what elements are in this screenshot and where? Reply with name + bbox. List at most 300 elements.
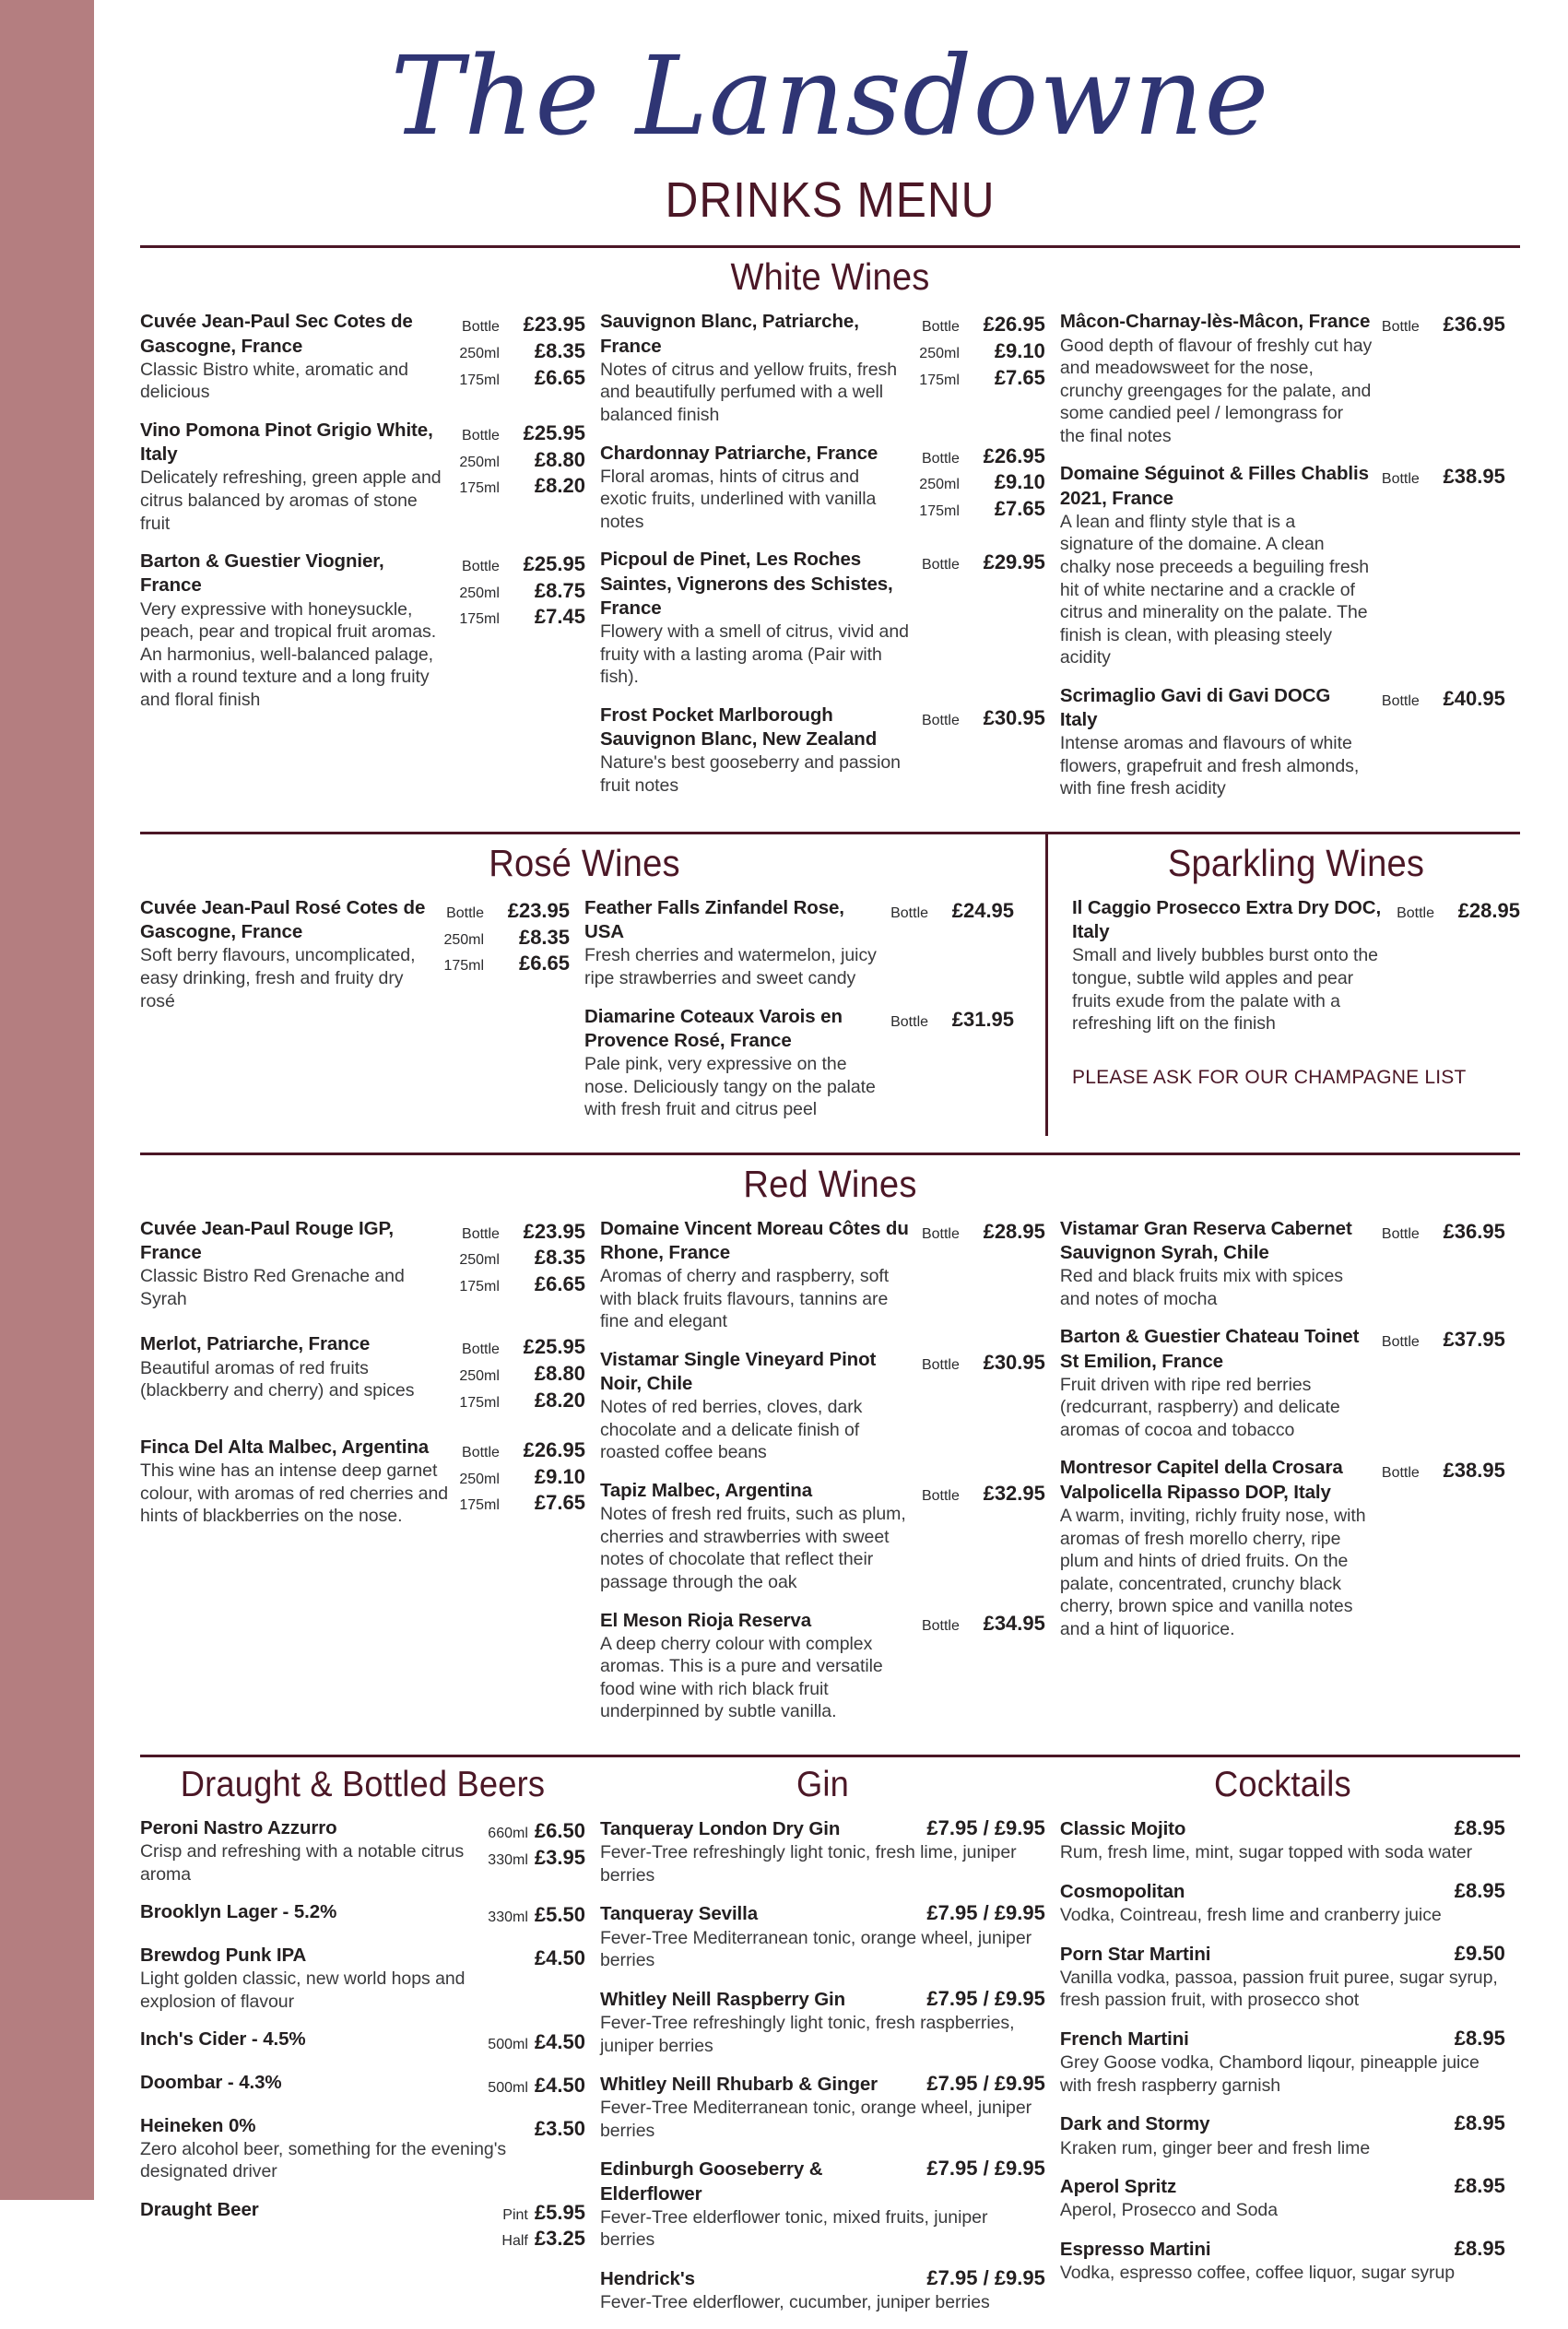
item-name: Tapiz Malbec, Argentina (599, 1480, 813, 1502)
menu-item (600, 2072, 1045, 2142)
item-desc: Crisp and refreshing with a notable citrus aroma (140, 1841, 465, 1885)
price-label: Bottle (462, 319, 500, 336)
price-label: Bottle (921, 557, 960, 573)
price-value: £4.50 (534, 2073, 585, 2097)
price-label: Bottle (446, 904, 485, 921)
item-desc: Fever-Tree Mediterranean tonic, orange wheel, juniper berries (599, 1927, 1032, 1971)
item-desc: Kraken rum, ginger beer and fresh lime (1059, 2137, 1371, 2158)
menu-item (600, 310, 1045, 426)
price-value: £30.95 (983, 1350, 1045, 1374)
item-prices (488, 2071, 585, 2099)
item-prices (1382, 1217, 1505, 1246)
section-header-beers: Draught & Bottled Beers (180, 1765, 546, 1804)
price-value: £7.95 / £9.95 (926, 1901, 1045, 1925)
section-header-white-wines: White Wines (730, 255, 930, 299)
item-desc: Small and lively bubbles burst onto the tongue, subtle wild apples and pear fruits exude from the palate with a refreshing lift on the finish (1072, 945, 1378, 1034)
item-prices (1382, 462, 1505, 491)
price-value: £8.20 (534, 1388, 585, 1412)
price-label: Bottle (462, 1225, 500, 1242)
menu-item (1060, 684, 1505, 800)
menu-item (1060, 1217, 1505, 1311)
champagne-list-note: PLEASE ASK FOR OUR CHAMPAGNE LIST (1072, 1066, 1467, 1088)
price-value: £8.95 (1454, 1816, 1505, 1839)
price-value: £7.65 (994, 365, 1045, 389)
price-value: £26.95 (983, 443, 1045, 467)
item-name: Tanqueray London Dry Gin (599, 1818, 841, 1839)
brand-title: The Lansdowne (390, 32, 1270, 160)
item-desc: Flowery with a smell of citrus, vivid and fruity with a lasting aroma (Pair with fish). (599, 621, 909, 688)
menu-item (600, 1901, 1045, 1971)
price-value: £40.95 (1443, 686, 1505, 710)
item-name: Heineken 0% (140, 2114, 256, 2136)
menu-content (94, 0, 1568, 2313)
item-name: Cuvée Jean-Paul Sec Cotes de Gascogne, France (140, 311, 413, 357)
item-name: Cuvée Jean-Paul Rouge IGP, France (140, 1217, 395, 1263)
price-value: £4.50 (534, 2030, 585, 2054)
item-name: Vistamar Single Vineyard Pinot Noir, Chile (599, 1348, 877, 1395)
item-prices (919, 442, 1045, 523)
menu-item (140, 2028, 585, 2056)
item-desc: Notes of fresh red fruits, such as plum, cherries and strawberries with sweet notes of chocolate that reflect their passage through the oak (599, 1504, 906, 1592)
item-prices (922, 1217, 1045, 1246)
menu-item (140, 310, 585, 404)
item-desc: Notes of red berries, cloves, dark chocolate and a delicate finish of roasted coffee beans (599, 1397, 863, 1463)
bottom-sections (140, 1757, 1520, 2329)
price-value: £8.80 (534, 447, 585, 471)
price-value: £28.95 (1457, 898, 1520, 922)
price-value: £8.95 (1454, 2111, 1505, 2135)
menu-item (600, 442, 1045, 534)
item-prices (1382, 684, 1505, 713)
price-label: 250ml (459, 1367, 500, 1384)
item-name: Classic Mojito (1059, 1818, 1186, 1839)
item-name: Finca Del Alta Malbec, Argentina (140, 1436, 430, 1459)
section-header-sparkling-wines: Sparkling Wines (1167, 841, 1425, 884)
price-label: 500ml (488, 2037, 528, 2053)
price-value: £7.95 / £9.95 (926, 2157, 1045, 2181)
item-prices (1382, 1456, 1505, 1484)
price-value: £6.65 (518, 952, 571, 975)
price-value: £30.95 (983, 705, 1045, 729)
rose-wines-column-1 (140, 896, 584, 1027)
price-value: £38.95 (1443, 1459, 1505, 1483)
rose-wines-column-2 (584, 896, 1029, 1136)
item-prices (919, 310, 1045, 391)
price-label: Bottle (921, 1488, 960, 1505)
item-desc: A deep cherry colour with complex aromas. This is a pure and versatile food wine with rich black fruit underpinned by subtle vanilla. (599, 1633, 883, 1722)
item-desc: A lean and flinty style that is a signature of the domaine. A clean chalky nose preceeds a beguiling fresh hit of white nectarine and a crackle of citrus and minerality on the palate. The finish is clean, with pleasing steely acidity (1059, 511, 1370, 668)
menu-item (140, 1217, 585, 1311)
price-label: Bottle (921, 1617, 960, 1634)
price-value: £8.75 (534, 578, 585, 602)
item-name: Brooklyn Lager - 5.2% (140, 1901, 337, 1923)
item-name: Espresso Martini (1059, 2238, 1211, 2260)
item-prices (890, 1005, 1014, 1034)
price-label: 250ml (919, 345, 960, 361)
price-value: £8.35 (534, 1246, 585, 1270)
menu-item (600, 1348, 1045, 1464)
price-value: £25.95 (523, 552, 585, 576)
price-label: Half (501, 2233, 528, 2250)
price-label: 175ml (459, 1497, 500, 1514)
price-value: £25.95 (523, 420, 585, 444)
item-desc: Classic Bistro white, aromatic and delicious (140, 359, 408, 403)
price-value: £7.65 (994, 496, 1045, 520)
price-label: Bottle (1397, 904, 1434, 921)
menu-item (600, 1479, 1045, 1593)
item-prices (1382, 1325, 1505, 1354)
item-desc: Fruit driven with ripe red berries (redcurrant, raspberry) and delicate aromas of cocoa and tobacco (1059, 1374, 1340, 1440)
menu-item (1060, 2111, 1505, 2159)
price-label: Bottle (462, 559, 500, 575)
menu-item (1060, 2237, 1505, 2285)
menu-item (140, 1332, 585, 1413)
item-name: Domaine Séguinot & Filles Chablis 2021, France (1059, 463, 1369, 509)
menu-item (1060, 1816, 1505, 1864)
price-value: £37.95 (1443, 1328, 1505, 1352)
item-desc: Classic Bistro Red Grenache and Syrah (140, 1266, 405, 1309)
price-label: 660ml (488, 1826, 528, 1841)
price-value: £26.95 (983, 313, 1045, 337)
item-desc: Fever-Tree elderflower, cucumber, juniper berries (599, 2292, 990, 2313)
decorative-edge-bar (0, 0, 94, 2200)
price-value: £23.95 (507, 898, 571, 922)
item-desc: Fever-Tree Mediterranean tonic, orange wheel, juniper berries (599, 2098, 1032, 2141)
item-name: Cuvée Jean-Paul Rosé Cotes de Gascogne, France (140, 896, 426, 943)
item-prices (922, 1479, 1045, 1507)
cocktails-block (1060, 1757, 1520, 2299)
menu-item (140, 1816, 585, 1886)
item-name: Feather Falls Zinfandel Rose, USA (584, 896, 844, 943)
item-name: Inch's Cider - 4.5% (140, 2028, 306, 2051)
menu-item (600, 1987, 1045, 2057)
menu-item (140, 550, 585, 711)
price-label: 250ml (459, 454, 500, 470)
price-value: £7.95 / £9.95 (926, 2072, 1045, 2096)
price-label: Bottle (1381, 1334, 1420, 1351)
sparkling-wines-block (1045, 834, 1520, 1136)
item-prices (528, 1944, 585, 1972)
price-value: £6.65 (534, 365, 585, 389)
menu-item (600, 1609, 1045, 1723)
price-label: Bottle (890, 904, 929, 921)
item-name: El Meson Rioja Reserva (599, 1609, 812, 1631)
menu-item (600, 1217, 1045, 1333)
menu-item (584, 896, 1014, 990)
item-desc: Rum, fresh lime, mint, sugar topped with soda water (1059, 1842, 1473, 1863)
item-desc: Floral aromas, hints of citrus and exotic fruits, underlined with vanilla notes (599, 466, 877, 532)
price-value: £6.65 (534, 1271, 585, 1295)
item-name: Whitley Neill Rhubarb & Ginger (599, 2074, 878, 2096)
price-label: Bottle (921, 1356, 960, 1373)
price-label: Bottle (1381, 471, 1420, 488)
item-name: Draught Beer (140, 2198, 259, 2220)
item-name: Brewdog Punk IPA (140, 1944, 307, 1966)
menu-item (1060, 1456, 1505, 1640)
price-value: £5.50 (534, 1903, 585, 1927)
item-prices (459, 419, 585, 500)
price-label: 175ml (919, 502, 960, 519)
item-desc: This wine has an intense deep garnet colour, with aromas of red cherries and hints of blackberries on the nose. (140, 1460, 449, 1527)
red-wines-column-2 (600, 1217, 1060, 1738)
menu-item (140, 419, 585, 535)
item-desc: Beautiful aromas of red fruits (blackberry and cherry) and spices (140, 1357, 415, 1401)
item-desc: Vodka, espresso coffee, coffee liquor, sugar syrup (1059, 2263, 1456, 2284)
price-label: 250ml (459, 345, 500, 361)
price-value: £9.10 (534, 1464, 585, 1488)
price-value: £8.35 (518, 925, 571, 949)
item-name: Hendrick's (599, 2268, 695, 2290)
item-desc: Fever-Tree refreshingly light tonic, fresh lime, juniper berries (599, 1842, 1017, 1886)
price-label: Bottle (1381, 1465, 1420, 1482)
price-value: £23.95 (523, 313, 585, 337)
item-name: Barton & Guestier Viognier, France (140, 550, 384, 597)
price-value: £29.95 (983, 550, 1045, 574)
price-value: £7.95 / £9.95 (926, 2266, 1045, 2290)
price-label: Bottle (921, 1225, 960, 1242)
item-name: Picpoul de Pinet, Les Roches Saintes, Vignerons des Schistes, France (599, 549, 893, 619)
price-value: £38.95 (1443, 465, 1505, 489)
item-prices (922, 703, 1045, 732)
item-name: Scrimaglio Gavi di Gavi DOCG Italy (1059, 684, 1331, 731)
item-desc: A warm, inviting, richly fruity nose, with aromas of fresh morello cherry, ripe plum and hints of dried fruits. On the palate, concentrated, crunchy black cherry, brown spice and vanilla notes and a hint of liquorice. (1059, 1505, 1366, 1639)
price-label: 250ml (919, 477, 960, 493)
price-value: £32.95 (983, 1482, 1045, 1506)
price-label: 250ml (459, 1252, 500, 1269)
price-value: £6.50 (534, 1819, 585, 1842)
item-name: Porn Star Martini (1059, 1943, 1211, 1965)
menu-item (1060, 310, 1505, 447)
price-value: £8.95 (1454, 2174, 1505, 2198)
item-prices (922, 548, 1045, 576)
item-prices (459, 1436, 585, 1517)
white-wines-columns (140, 310, 1520, 815)
price-value: £8.95 (1454, 1878, 1505, 1902)
menu-item (1060, 2174, 1505, 2222)
masthead (140, 0, 1520, 229)
item-name: Merlot, Patriarche, France (140, 1333, 371, 1355)
rose-wines-columns (140, 896, 1029, 1136)
price-label: Bottle (462, 1342, 500, 1358)
item-name: Whitley Neill Raspberry Gin (599, 1988, 846, 2010)
item-desc: Pale pink, very expressive on the nose. Deliciously tangy on the palate with fresh fruit and citrus peel (584, 1054, 876, 1120)
price-value: £3.50 (534, 2116, 585, 2140)
price-label: 175ml (443, 958, 485, 975)
item-desc: Delicately refreshing, green apple and citrus balanced by aromas of stone fruit (140, 467, 442, 534)
item-desc: Red and black fruits mix with spices and notes of mocha (1059, 1266, 1343, 1309)
price-value: £3.25 (534, 2227, 585, 2251)
red-wines-column-1 (140, 1217, 600, 1543)
gin-block (600, 1757, 1060, 2329)
menu-item (140, 896, 570, 1012)
item-prices (459, 550, 585, 631)
price-label: Bottle (1381, 319, 1420, 336)
item-desc: Fresh cherries and watermelon, juicy ripe strawberries and sweet candy (584, 945, 877, 988)
item-desc: Vodka, Cointreau, fresh lime and cranberry juice (1059, 1905, 1442, 1926)
menu-item (1060, 1942, 1505, 2012)
item-prices (459, 1332, 585, 1413)
item-name: Aperol Spritz (1059, 2176, 1177, 2198)
price-value: £24.95 (951, 898, 1015, 922)
item-desc: Soft berry flavours, uncomplicated, easy drinking, fresh and fruity dry rosé (140, 945, 416, 1011)
item-name: Il Caggio Prosecco Extra Dry DOC, Italy (1072, 896, 1382, 943)
price-label: 330ml (488, 1909, 528, 1926)
item-prices (922, 1609, 1045, 1637)
item-desc: Grey Goose vodka, Chambord liqour, pineapple juice with fresh raspberry garnish (1059, 2052, 1480, 2096)
item-name: French Martini (1059, 2028, 1189, 2050)
price-value: £7.65 (534, 1491, 585, 1515)
price-label: 175ml (459, 1278, 500, 1295)
item-name: Tanqueray Sevilla (599, 1903, 759, 1925)
menu-item (140, 2198, 585, 2252)
menu-item (600, 548, 1045, 688)
item-name: Edinburgh Gooseberry & Elderflower (599, 2158, 823, 2205)
item-desc: Zero alcohol beer, something for the evening's designated driver (140, 2138, 507, 2182)
price-label: 250ml (459, 585, 500, 601)
item-prices (488, 1816, 585, 1871)
menu-item (600, 1816, 1045, 1886)
red-wines-columns (140, 1217, 1520, 1738)
item-prices (488, 1900, 585, 1929)
section-header-red-wines: Red Wines (743, 1162, 917, 1205)
white-wines-column-3 (1060, 310, 1520, 815)
price-value: £31.95 (951, 1007, 1015, 1031)
item-prices (1397, 896, 1520, 925)
price-label: Pint (502, 2206, 528, 2223)
price-label: Bottle (1381, 1225, 1420, 1242)
price-value: £8.80 (534, 1361, 585, 1385)
menu-item (1060, 2027, 1505, 2097)
item-prices (459, 310, 585, 391)
item-name: Dark and Stormy (1059, 2113, 1210, 2135)
section-header-gin: Gin (796, 1765, 849, 1804)
beers-block (140, 1757, 600, 2267)
item-name: Frost Pocket Marlborough Sauvignon Blanc, New Zealand (599, 703, 878, 751)
menu-item (140, 2114, 585, 2183)
price-label: Bottle (890, 1013, 929, 1030)
item-name: Montresor Capitel della Crosara Valpolicella Ripasso DOP, Italy (1059, 1457, 1343, 1503)
menu-item (1072, 896, 1520, 1035)
item-prices (528, 2114, 585, 2143)
item-desc: Fever-Tree refreshingly light tonic, fresh raspberries, juniper berries (599, 2012, 1015, 2056)
menu-item (600, 703, 1045, 798)
menu-item (140, 1436, 585, 1528)
menu-item (140, 2071, 585, 2099)
price-value: £36.95 (1443, 1219, 1505, 1243)
price-value: £8.95 (1454, 2236, 1505, 2260)
item-name: Chardonnay Patriarche, France (599, 442, 878, 464)
menu-item (1060, 1879, 1505, 1927)
price-value: £9.10 (994, 338, 1045, 362)
price-value: £25.95 (523, 1335, 585, 1359)
item-name: Cosmopolitan (1059, 1880, 1185, 1902)
item-desc: Light golden classic, new world hops and explosion of flavour (140, 1968, 466, 2012)
item-prices (501, 2198, 585, 2252)
item-prices (443, 896, 570, 977)
price-value: £9.50 (1454, 1941, 1505, 1965)
price-label: Bottle (1381, 692, 1420, 709)
item-name: Mâcon-Charnay-lès-Mâcon, France (1059, 311, 1371, 333)
menu-item (600, 2157, 1045, 2252)
item-desc: Vanilla vodka, passoa, passion fruit puree, sugar syrup, fresh passion fruit, with prosecco shot (1059, 1967, 1498, 2011)
item-desc: Intense aromas and flavours of white flowers, grapefruit and fresh almonds, with fine fresh acidity (1059, 733, 1360, 799)
price-value: £5.95 (534, 2200, 585, 2224)
price-label: 175ml (919, 372, 960, 388)
item-name: Vistamar Gran Reserva Cabernet Sauvignon Syrah, Chile (1059, 1217, 1352, 1263)
price-value: £34.95 (983, 1611, 1045, 1635)
price-value: £8.95 (1454, 2026, 1505, 2050)
item-desc: Nature's best gooseberry and passion fruit notes (599, 752, 901, 796)
price-value: £4.50 (534, 1945, 585, 1969)
price-label: 175ml (459, 480, 500, 497)
price-value: £23.95 (523, 1219, 585, 1243)
section-header-rose-wines: Rosé Wines (489, 841, 680, 884)
price-value: £7.95 / £9.95 (926, 1816, 1045, 1839)
price-label: 330ml (488, 1851, 528, 1868)
item-prices (1382, 310, 1505, 338)
item-name: Peroni Nastro Azzurro (140, 1817, 337, 1838)
item-desc: Good depth of flavour of freshly cut hay and meadowsweet for the nose, crunchy greengages for the palate, and some candied peel / lemongrass for the final notes (1059, 335, 1373, 446)
price-value: £28.95 (983, 1219, 1045, 1243)
item-name: Barton & Guestier Chateau Toinet St Emilion, France (1059, 1326, 1360, 1372)
item-desc: Aromas of cherry and raspberry, soft with black fruits flavours, tannins are fine and elegant (599, 1266, 890, 1332)
menu-item (1060, 462, 1505, 668)
white-wines-column-2 (600, 310, 1060, 811)
menu-item (140, 1900, 585, 1929)
item-desc: Fever-Tree elderflower tonic, mixed fruits, juniper berries (599, 2206, 988, 2251)
price-value: £7.95 / £9.95 (926, 1986, 1045, 2010)
item-name: Diamarine Coteaux Varois en Provence Rosé, France (584, 1005, 843, 1051)
price-value: £3.95 (534, 1845, 585, 1869)
price-label: Bottle (921, 450, 960, 467)
item-desc: Notes of citrus and yellow fruits, fresh and beautifully perfumed with a well balanced finish (599, 359, 897, 425)
item-name: Domaine Vincent Moreau Côtes du Rhone, France (599, 1217, 909, 1263)
red-wines-column-3 (1060, 1217, 1520, 1656)
price-label: 175ml (459, 372, 500, 388)
section-header-cocktails: Cocktails (1213, 1765, 1351, 1804)
item-name: Vino Pomona Pinot Grigio White, Italy (140, 419, 433, 466)
price-label: Bottle (462, 1445, 500, 1461)
price-label: 175ml (459, 611, 500, 628)
price-label: 500ml (488, 2079, 528, 2096)
menu-item (584, 1005, 1014, 1121)
price-value: £8.35 (534, 338, 585, 362)
rose-wines-block (140, 834, 1045, 1136)
page-title: DRINKS MENU (665, 172, 996, 229)
price-value: £8.20 (534, 474, 585, 498)
price-label: Bottle (462, 427, 500, 443)
price-label: 250ml (459, 1471, 500, 1487)
item-desc: Aperol, Prosecco and Soda (1059, 2200, 1279, 2221)
item-prices (459, 1217, 585, 1298)
price-value: £26.95 (523, 1438, 585, 1462)
price-label: 175ml (459, 1394, 500, 1411)
price-label: Bottle (921, 712, 960, 728)
item-prices (890, 896, 1014, 925)
item-name: Doombar - 4.3% (140, 2071, 282, 2093)
menu-item (1060, 1325, 1505, 1441)
menu-item (600, 2266, 1045, 2314)
price-value: £36.95 (1443, 313, 1505, 337)
item-name: Sauvignon Blanc, Patriarche, France (599, 311, 859, 357)
price-label: Bottle (921, 319, 960, 336)
price-value: £9.10 (994, 470, 1045, 494)
item-prices (488, 2028, 585, 2056)
price-label: 250ml (443, 931, 485, 948)
item-prices (922, 1348, 1045, 1377)
price-value: £7.45 (534, 605, 585, 629)
white-wines-column-1 (140, 310, 600, 726)
